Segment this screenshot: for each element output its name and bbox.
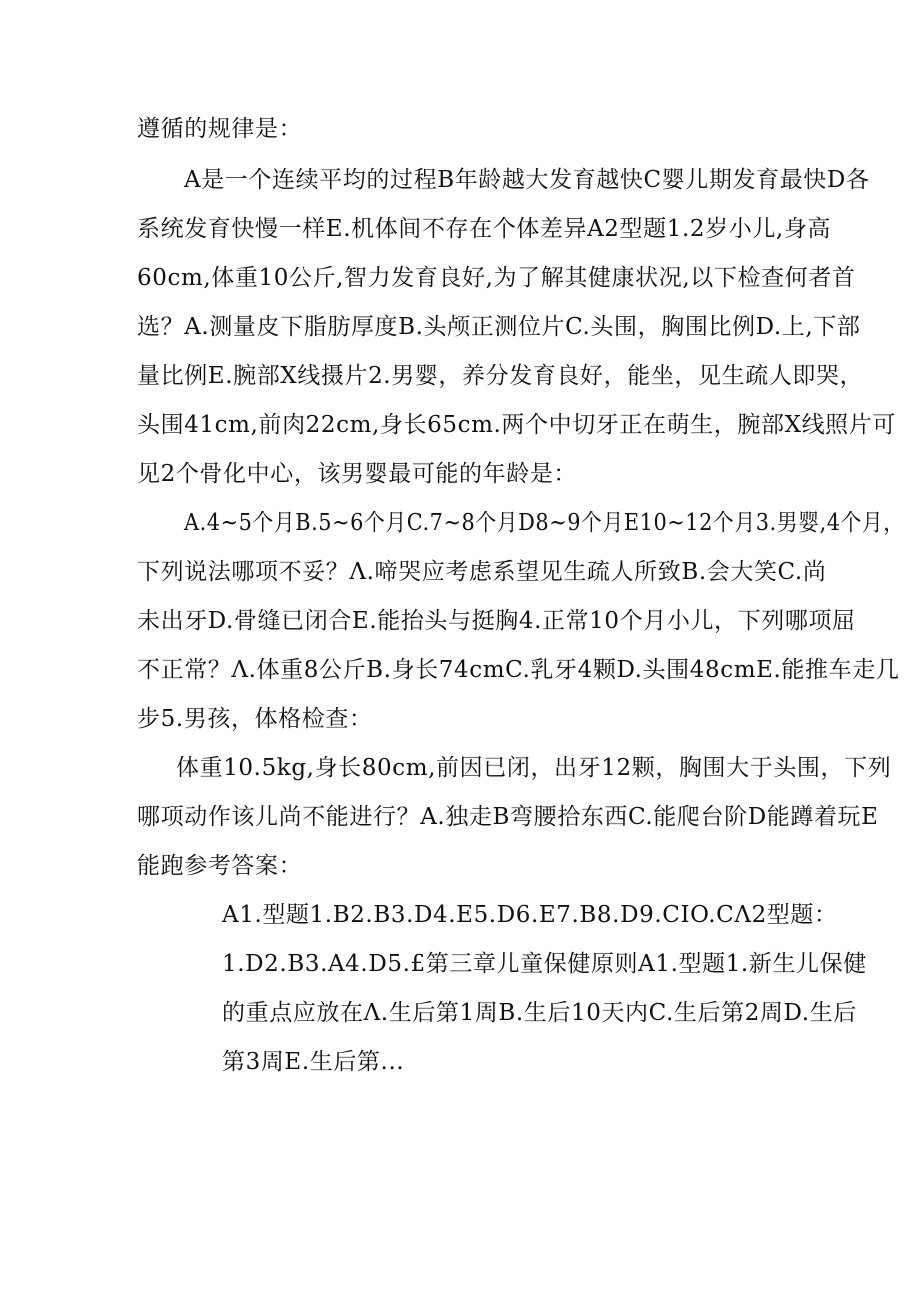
text-line-20: 第3周E.生后第...: [222, 1049, 405, 1075]
text-line-4: 60cm,体重10公斤,智力发育良好,为了解其健康状况,以下检查何者首: [137, 265, 856, 291]
text-line-18: 1.D2.B3.A4.D5.£第三章儿童保健原则A1.型题1.新生儿保健: [222, 951, 867, 977]
text-line-7: 头围41cm,前肉22cm,身长65cm.两个中切牙正在萌生，腕部X线照片可: [137, 412, 896, 438]
text-line-3: 系统发育快慢一样E.机体间不存在个体差异A2型题1.2岁小儿,身高: [137, 216, 832, 242]
text-line-14: 体重10.5kg,身长80cm,前因已闭，出牙12颗，胸围大于头围，下列: [176, 755, 892, 781]
text-line-13: 步5.男孩，体格检查：: [137, 706, 373, 732]
text-line-12: 不正常？Λ.体重8公斤B.身长74cmC.乳牙4颗D.头围48cmE.能推车走几: [137, 657, 900, 683]
text-line-2: A是一个连续平均的过程B年龄越大发育越快C婴儿期发育最快D各: [184, 167, 870, 193]
text-line-10: 下列说法哪项不妥？Λ.啼哭应考虑系望见生疏人所致B.会大笑C.尚: [137, 559, 827, 585]
text-line-19: 的重点应放在Λ.生后第1周B.生后10天内C.生后第2周D.生后: [222, 1000, 857, 1026]
text-line-1: 遵循的规律是：: [137, 116, 303, 142]
text-line-11: 未出牙D.骨缝已闭合E.能抬头与挺胸4.正常10个月小儿，下列哪项屈: [137, 608, 856, 634]
text-line-9: A.4~5个月B.5~6个月C.7~8个月D8~9个月E10~12个月3.男婴,4个月，: [184, 510, 905, 536]
text-line-6: 量比例E.腕部X线摄片2.男婴，养分发育良好，能坐，见生疏人即哭，: [137, 363, 864, 389]
text-line-17: A1.型题1.B2.B3.D4.E5.D6.E7.B8.D9.CIO.CΛ2型题：: [222, 902, 838, 928]
text-line-15: 哪项动作该儿尚不能进行？A.独走B弯腰拾东西C.能爬台阶D能蹲着玩E: [137, 804, 879, 830]
text-line-8: 见2个骨化中心，该男婴最可能的年龄是：: [137, 461, 578, 487]
text-line-5: 选？A.测量皮下脂肪厚度B.头颅正测位片C.头围，胸围比例D.上,下部: [137, 314, 861, 340]
text-line-16: 能跑参考答案：: [137, 853, 303, 879]
